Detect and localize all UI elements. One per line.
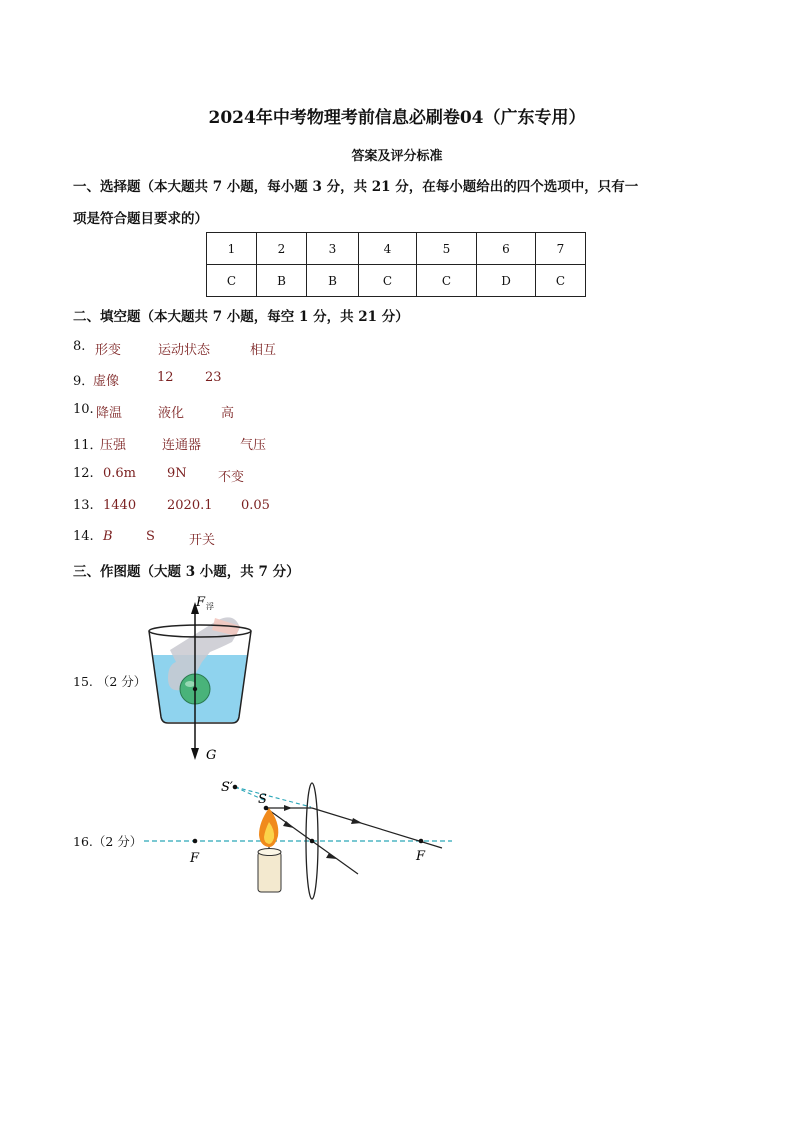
arrow-right-icon: [351, 818, 362, 824]
list-item: [73, 434, 266, 453]
item-answer: 2020.1: [167, 498, 213, 513]
item-answer: 降温: [96, 406, 123, 421]
item-answer: 12: [157, 370, 174, 385]
q15-label: 15. （2 分）: [73, 674, 147, 689]
focus-label-left: F: [190, 851, 200, 866]
arrow-right-icon: [284, 805, 292, 811]
focus-label-right: F: [416, 849, 426, 864]
focus-dot-left: [193, 839, 198, 844]
section1-heading-line2: 项是符合题目要求的）: [73, 211, 208, 227]
optical-center-dot: [310, 839, 315, 844]
lens-diagram: [140, 770, 460, 900]
item-answer: 不变: [218, 470, 245, 485]
table-row-numbers: [207, 233, 586, 265]
section1-heading-line1: 一、选择题（本大题共 7 小题，每小题 3 分，共 21 分，在每小题给出的四个选项中，只有一: [73, 179, 639, 195]
item-number: 8.: [73, 339, 86, 354]
list-item: [73, 529, 215, 548]
buoyancy-diagram: [140, 590, 260, 770]
ball-highlight: [185, 681, 195, 687]
item-answer: 虚像: [93, 374, 120, 389]
force-up-subscript: 浮: [206, 602, 214, 611]
focus-dot-right: [419, 839, 424, 844]
source-point-label: S: [258, 792, 267, 807]
table-cell: 4: [359, 233, 417, 265]
q16-label: 16.（2 分）: [73, 834, 143, 849]
table-cell: 1: [207, 233, 257, 265]
arrow-right-icon: [326, 853, 337, 859]
section3-heading: 三、作图题（大题 3 小题，共 7 分）: [73, 564, 300, 580]
item-answer: 压强: [100, 438, 127, 453]
force-origin-dot: [193, 687, 197, 691]
item-answer: 0.05: [241, 498, 270, 513]
answer-table: [206, 232, 586, 297]
item-answer: 9N: [167, 466, 187, 481]
table-cell: C: [207, 265, 257, 297]
table-cell: C: [359, 265, 417, 297]
image-point-dot: [233, 785, 238, 790]
list-item: [73, 498, 270, 513]
page-title: 2024年中考物理考前信息必刷卷04（广东专用）: [208, 108, 586, 128]
candle-top: [258, 849, 281, 856]
table-cell: C: [417, 265, 477, 297]
item-answer: 0.6m: [103, 466, 137, 481]
virtual-ray: [235, 787, 311, 807]
item-answer: 连通器: [162, 438, 202, 453]
arrow-down-icon: [191, 748, 199, 760]
item-number: 14.: [73, 529, 94, 544]
table-cell: 5: [417, 233, 477, 265]
image-point-label: S′: [221, 780, 233, 795]
candle-body: [258, 852, 281, 892]
item-answer: 气压: [240, 438, 267, 453]
item-number: 13.: [73, 498, 94, 513]
table-cell: C: [536, 265, 586, 297]
table-cell: 3: [307, 233, 359, 265]
item-number: 10.: [73, 402, 94, 417]
item-number: 11．: [73, 438, 103, 453]
item-answer: 开关: [189, 533, 216, 548]
table-cell: 7: [536, 233, 586, 265]
item-answer: 形变: [95, 343, 122, 358]
list-item: [73, 402, 234, 421]
force-up-label: F: [196, 595, 206, 610]
item-answer: 相互: [250, 343, 277, 358]
item-answer: 运动状态: [158, 343, 211, 358]
item-answer: 23: [205, 370, 222, 385]
list-item: [73, 370, 222, 389]
item-number: 12.: [73, 466, 94, 481]
item-answer: 高: [221, 406, 235, 421]
list-item: [73, 466, 244, 485]
table-cell: B: [257, 265, 307, 297]
item-number: 9．: [73, 374, 95, 389]
section2-heading: 二、填空题（本大题共 7 小题，每空 1 分，共 21 分）: [73, 309, 409, 325]
list-item: [73, 339, 276, 358]
item-answer: S: [146, 529, 155, 544]
item-answer: B: [103, 529, 113, 544]
table-cell: B: [307, 265, 359, 297]
page-subtitle: 答案及评分标准: [351, 149, 443, 164]
table-cell: 2: [257, 233, 307, 265]
table-cell: 6: [477, 233, 536, 265]
force-down-label: G: [206, 748, 217, 763]
item-answer: 1440: [103, 498, 137, 513]
table-cell: D: [477, 265, 536, 297]
item-answer: 液化: [158, 406, 185, 421]
table-row-answers: [207, 265, 586, 297]
